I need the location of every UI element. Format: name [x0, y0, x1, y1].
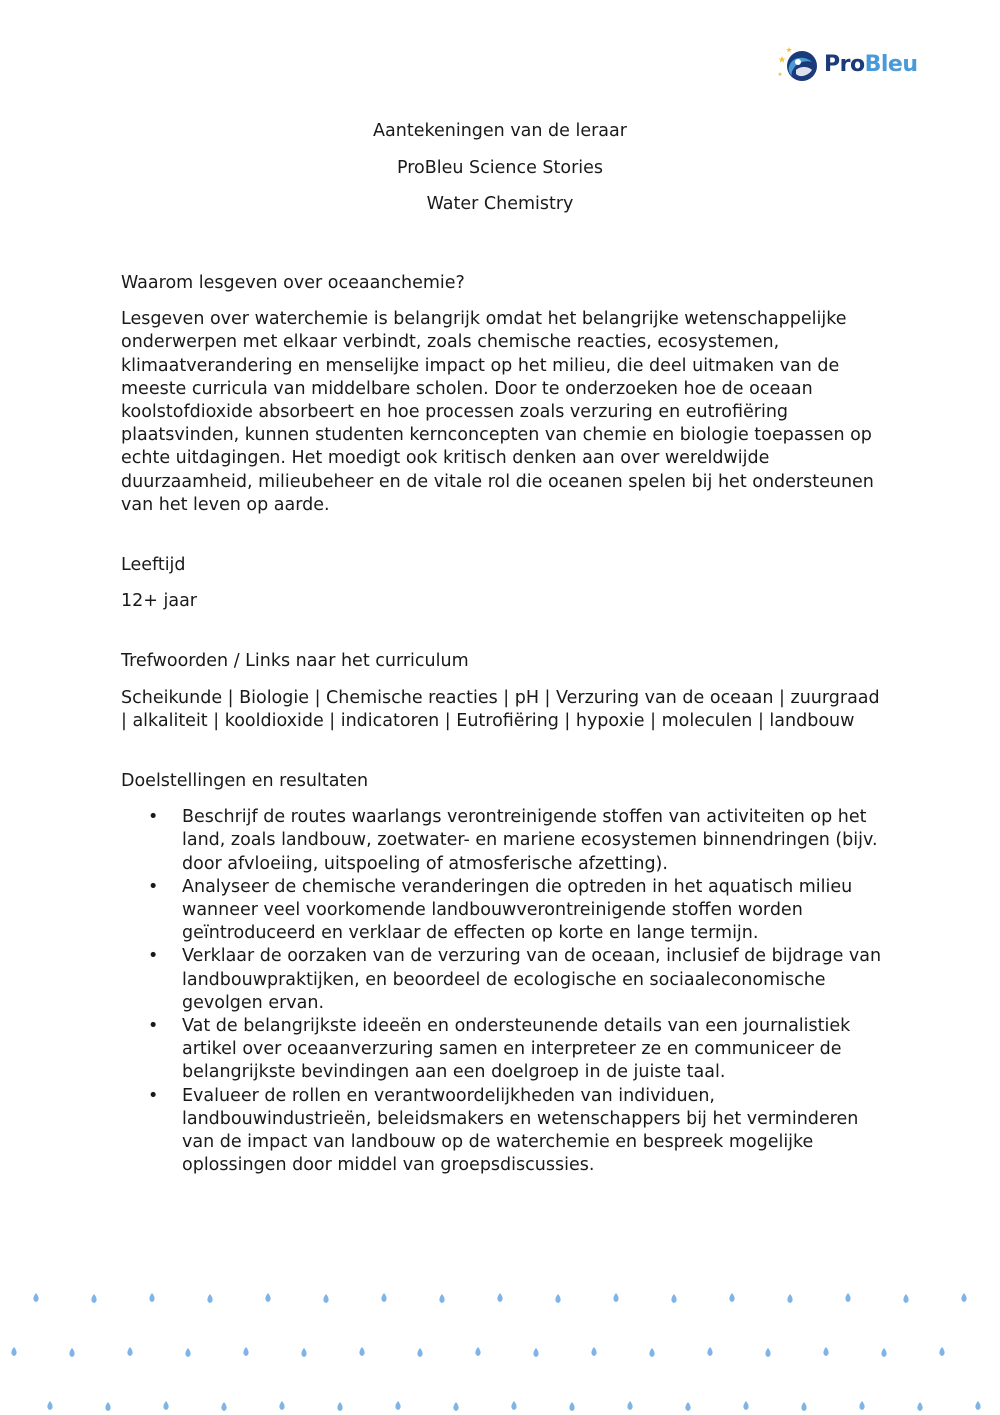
water-drop-icon [105, 1402, 110, 1411]
water-drop-icon [439, 1294, 444, 1303]
objectives-section-title: Doelstellingen en resultaten [121, 771, 369, 792]
list-item [121, 1085, 891, 1178]
water-drop-icon [729, 1293, 734, 1302]
water-drop-icon [649, 1348, 654, 1357]
water-drop-icon [207, 1294, 212, 1303]
why-section-title: Waarom lesgeven over oceaanchemie? [121, 273, 465, 293]
bullet-icon: • [148, 876, 159, 897]
water-drop-icon [359, 1347, 364, 1356]
water-drop-icon [823, 1347, 828, 1356]
why-section-body: Lesgeven over waterchemie is belangrijk omdat het belangrijke wetenschappelijke onderwerpen met elkaar verbindt, zoals chemische reacties, ecosystemen, klimaatverandering en menselijke impact op het milieu, die deel uitmaken van de meeste curricula van middelbare scholen. Door te onderzoeken hoe de oceaan koolstofdioxide absorbeert en hoe processen zoals verzuring en eutrofiëring plaatsvinden, kunnen studenten kernconcepten van chemie en biologie toepassen op echte uitdagingen. Het moedigt ook kritisch denken aan over wereldwijde duurzaamheid, milieubeheer en de vitale rol die oceanen spelen bij het ondersteunen van het leven op aarde. [121, 309, 874, 515]
water-drop-icon [323, 1294, 328, 1303]
water-drop-icon [569, 1402, 574, 1411]
age-section-title: Leeftijd [121, 555, 186, 576]
water-drop-icon [939, 1347, 944, 1356]
water-drop-icon [475, 1347, 480, 1356]
water-drop-icon [591, 1347, 596, 1356]
water-drop-icon [301, 1348, 306, 1357]
water-drop-icon [33, 1293, 38, 1302]
water-drop-icon [395, 1401, 400, 1410]
list-item [121, 1015, 891, 1085]
header-series: ProBleu Science Stories [396, 157, 604, 178]
water-drop-icon [555, 1294, 560, 1303]
water-drop-icon [265, 1293, 270, 1302]
water-drop-icon [881, 1348, 886, 1357]
probleu-logo-text [824, 54, 918, 76]
water-drop-icon [243, 1347, 248, 1356]
water-drop-icon [533, 1348, 538, 1357]
document-header [0, 120, 1000, 230]
logo-text-bleu: Bleu [864, 52, 918, 77]
water-drop-icon [91, 1294, 96, 1303]
water-drops-decoration [0, 1280, 1000, 1415]
header-title: Aantekeningen van de leraar [373, 121, 627, 141]
water-drop-icon [511, 1401, 516, 1410]
probleu-logo [776, 44, 926, 86]
water-drop-icon [707, 1347, 712, 1356]
water-drop-icon [765, 1348, 770, 1357]
header-topic: Water Chemistry [426, 194, 574, 214]
water-drop-icon [149, 1293, 154, 1302]
keywords-section-title: Trefwoorden / Links naar het curriculum [121, 651, 469, 672]
water-drop-icon [975, 1401, 980, 1410]
water-drop-icon [671, 1294, 676, 1303]
objective-text: Beschrijf de routes waarlangs verontreinigende stoffen van activiteiten op het land, zoals landbouw, zoetwater- en mariene ecosystemen binnendringen (bijv. door afvloeiing, uitspoeling of atmosferische afzetting). [182, 807, 878, 874]
water-drop-icon [859, 1401, 864, 1410]
water-drop-icon [685, 1402, 690, 1411]
list-item [121, 876, 891, 946]
water-drop-icon [127, 1347, 132, 1356]
objective-text: Vat de belangrijkste ideeën en ondersteunende details van een journalistiek artikel over oceaanverzuring samen en interpreteer ze en communiceer de belangrijkste bevindingen aan een doelgroep in de juiste taal. [182, 1016, 851, 1083]
objective-text: Verklaar de oorzaken van de verzuring van de oceaan, inclusief de bijdrage van landbouwpraktijken, en beoordeel de ecologische en sociaaleconomische gevolgen ervan. [182, 946, 882, 1013]
water-drop-icon [497, 1293, 502, 1302]
water-drop-icon [221, 1402, 226, 1411]
water-drop-icon [801, 1402, 806, 1411]
bullet-icon: • [148, 946, 159, 967]
document-body [121, 272, 891, 1178]
probleu-logo-icon [776, 44, 820, 86]
objective-text: Analyseer de chemische veranderingen die optreden in het aquatisch milieu wanneer veel voorkomende landbouwverontreinigende stoffen worden geïntroduceerd en verklaar de effecten op korte en lange termijn. [182, 876, 853, 944]
water-drop-icon [627, 1401, 632, 1410]
water-drop-icon [961, 1293, 966, 1302]
water-drop-icon [185, 1348, 190, 1357]
water-drop-icon [47, 1401, 52, 1410]
bullet-icon: • [148, 1016, 159, 1037]
water-drop-icon [613, 1293, 618, 1302]
water-drop-icon [743, 1401, 748, 1410]
water-drop-icon [11, 1347, 16, 1356]
water-drop-icon [337, 1402, 342, 1411]
water-drop-icon [69, 1348, 74, 1357]
keywords-section-text: Scheikunde | Biologie | Chemische reacties | pH | Verzuring van de oceaan | zuurgraad | alkaliteit | kooldioxide | indicatoren | Eutrofiëring | hypoxie | moleculen | landbouw [121, 687, 880, 731]
water-drop-icon [417, 1348, 422, 1357]
list-item [121, 945, 891, 1015]
water-drop-icon [903, 1294, 908, 1303]
logo-text-pro: Pro [824, 52, 865, 77]
water-drop-icon [787, 1294, 792, 1303]
water-drop-icon [845, 1293, 850, 1302]
age-section-value: 12+ jaar [121, 591, 197, 612]
water-drop-icon [163, 1401, 168, 1410]
water-drop-icon [381, 1293, 386, 1302]
objective-text: Evalueer de rollen en verantwoordelijkheden van individuen, landbouwindustrieën, beleidsmakers en wetenschappers bij het verminderen van de impact van landbouw op de waterchemie en bespreek mogelijke oplossingen door middel van groepsdiscussies. [182, 1085, 859, 1176]
bullet-icon: • [148, 807, 159, 828]
bullet-icon: • [148, 1085, 159, 1106]
list-item [121, 806, 891, 876]
water-drop-icon [279, 1401, 284, 1410]
water-drop-icon [453, 1402, 458, 1411]
water-drop-icon [917, 1402, 922, 1411]
objectives-list [121, 806, 891, 1177]
